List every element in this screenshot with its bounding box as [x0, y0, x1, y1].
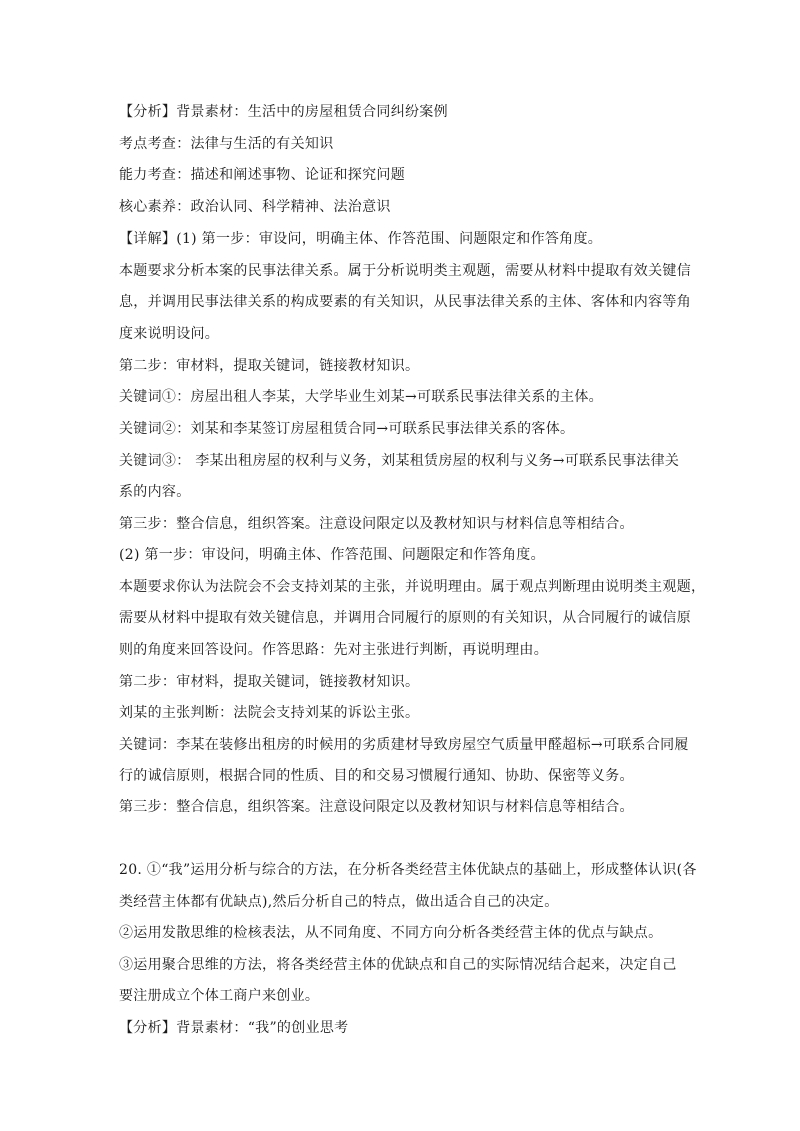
text-line: 类经营主体都有优缺点),然后分析自己的特点，做出适合自己的决定。: [119, 894, 559, 910]
text-line: 【详解】(1) 第一步：审设问，明确主体、作答范围、问题限定和作答角度。: [119, 231, 603, 247]
text-line: 20. ①“我”运用分析与综合的方法，在分析各类经营主体优缺点的基础上，形成整体认识(各: [119, 862, 697, 878]
text-line: 第三步：整合信息，组织答案。注意设问限定以及教材知识与材料信息等相结合。: [119, 799, 634, 815]
text-line: 关键词③： 李某出租房屋的权利与义务，刘某租赁房屋的权利与义务→可联系民事法律关: [119, 453, 680, 469]
text-line: 系的内容。: [119, 484, 191, 500]
text-line: 关键词②：刘某和李某签订房屋租赁合同→可联系民事法律关系的客体。: [119, 421, 575, 437]
text-line: 需要从材料中提取有效关键信息，并调用合同履行的原则的有关知识，从合同履行的诚信原: [119, 610, 691, 626]
text-line: 要注册成立个体工商户来创业。: [119, 988, 320, 1004]
text-line: 【分析】背景素材：生活中的房屋租赁合同纠纷案例: [119, 104, 448, 120]
text-line: 能力考查：描述和阐述事物、论证和探究问题: [119, 167, 405, 183]
text-line: 则的角度来回答设问。作答思路：先对主张进行判断，再说明理由。: [119, 642, 548, 658]
text-line: 【分析】背景素材：“我”的创业思考: [119, 1020, 349, 1036]
text-line: 第二步：审材料，提取关键词，链接教材知识。: [119, 674, 420, 690]
text-line: 关键词：李某在装修出租房的时候用的劣质建材导致房屋空气质量甲醛超标→可联系合同履: [119, 737, 689, 753]
text-line: 度来说明设问。: [119, 326, 220, 342]
text-line: ③运用聚合思维的方法，将各类经营主体的优缺点和自己的实际情况结合起来，决定自己: [119, 957, 677, 973]
text-line: 息，并调用民事法律关系的构成要素的有关知识，从民事法律关系的主体、客体和内容等角: [119, 294, 691, 310]
text-line: 刘某的主张判断：法院会支持刘某的诉讼主张。: [119, 705, 420, 721]
text-line: 本题要求分析本案的民事法律关系。属于分析说明类主观题，需要从材料中提取有效关键信: [119, 263, 691, 279]
text-line: 第二步：审材料，提取关键词，链接教材知识。: [119, 358, 420, 374]
text-line: 本题要求你认为法院会不会支持刘某的主张，并说明理由。属于观点判断理由说明类主观题，: [119, 579, 706, 595]
text-line: 关键词①：房屋出租人李某，大学毕业生刘某→可联系民事法律关系的主体。: [119, 389, 603, 405]
text-line: 第三步：整合信息，组织答案。注意设问限定以及教材知识与材料信息等相结合。: [119, 516, 634, 532]
text-line: 考点考查：法律与生活的有关知识: [119, 136, 334, 152]
text-line: ②运用发散思维的检核表法，从不同角度、不同方向分析各类经营主体的优点与缺点。: [119, 925, 663, 941]
text-line: (2) 第一步：审设问，明确主体、作答范围、问题限定和作答角度。: [119, 547, 545, 563]
text-line: 行的诚信原则，根据合同的性质、目的和交易习惯履行通知、协助、保密等义务。: [119, 768, 634, 784]
text-line: 核心素养：政治认同、科学精神、法治意识: [119, 199, 391, 215]
